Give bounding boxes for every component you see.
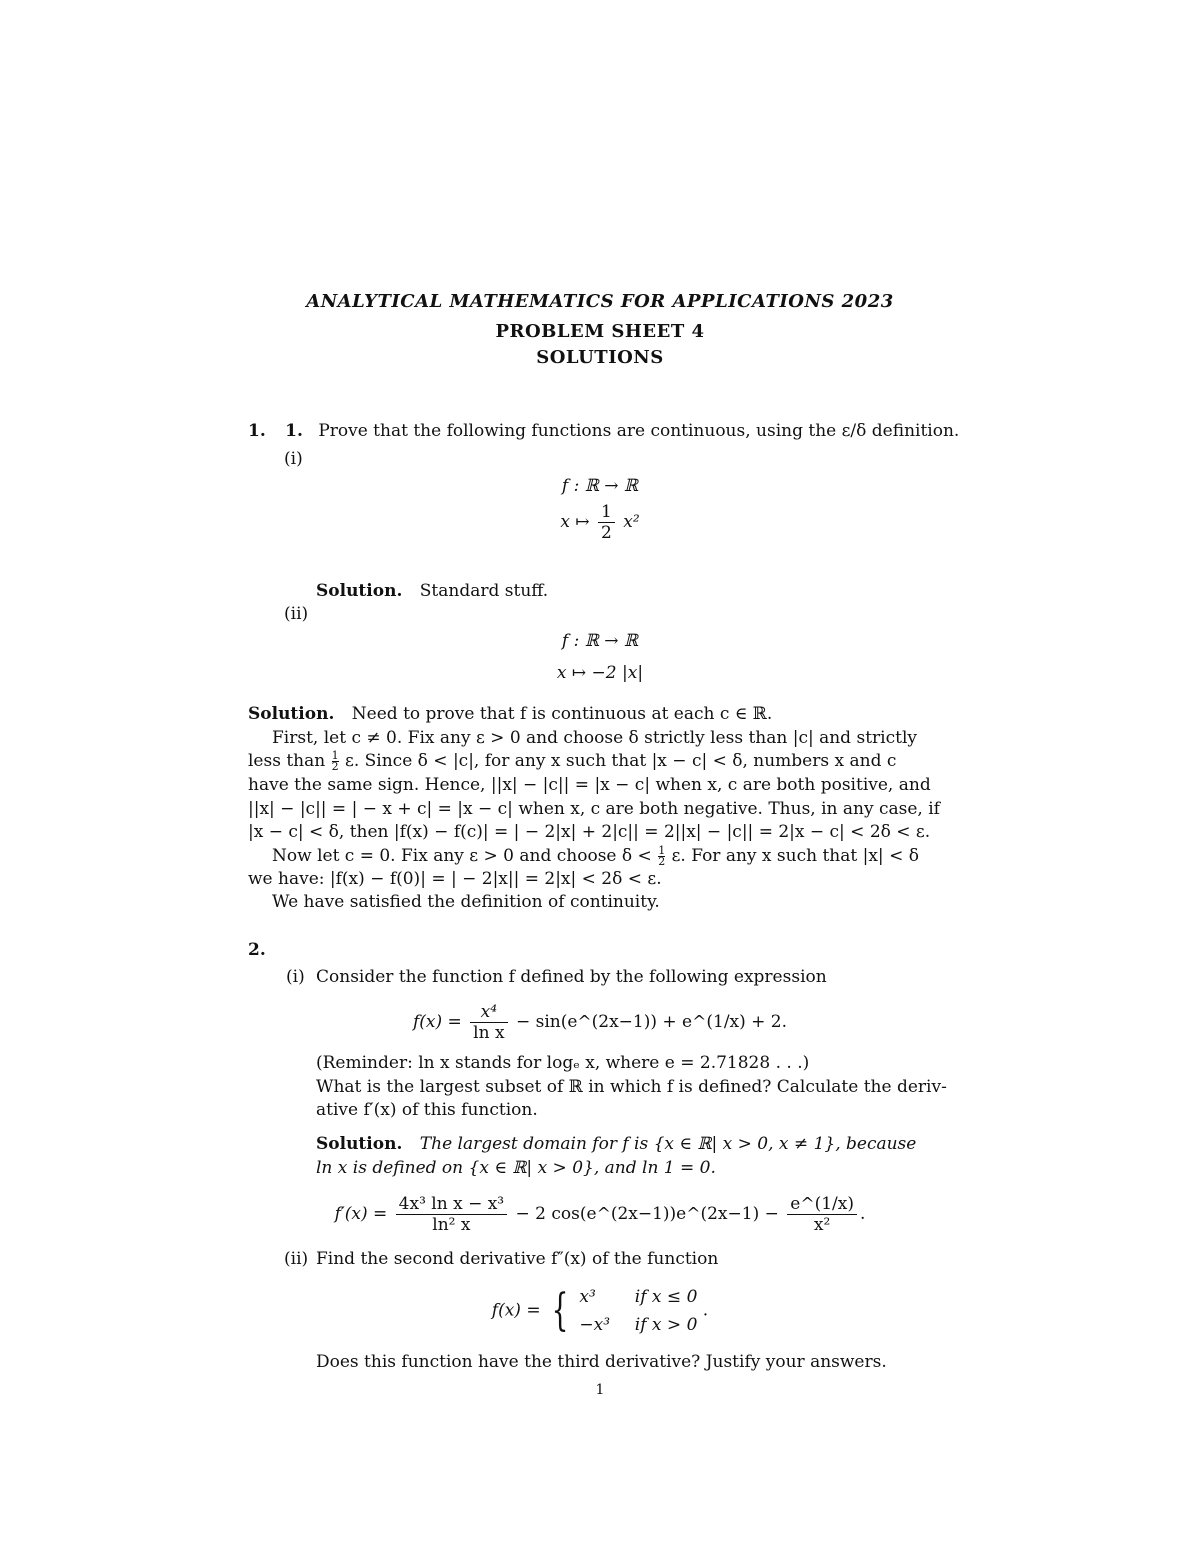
piecewise-cases	[579, 1283, 697, 1339]
formula-denominator: ln x	[473, 1023, 505, 1043]
solution-ii-intro	[248, 703, 772, 725]
solution-ii-line-6b: ε. For any x such that |x| < δ	[671, 846, 919, 866]
solution-ii-line-2b: ε. Since δ < |c|, for any x such that |x − c| < δ, numbers x and c	[345, 751, 897, 771]
formula-lhs: f(x) =	[412, 1012, 462, 1032]
q2-part-i-label: (i)	[286, 967, 305, 987]
half-inline-1-den: 2	[331, 760, 339, 773]
piecewise-lhs: f(x) =	[491, 1300, 541, 1321]
piecewise-function: f(x) = { x³ if x ≤ 0 −x³ if x > 0 .	[0, 1280, 1200, 1341]
case-2-cond: if x > 0	[634, 1314, 698, 1335]
half-numerator: 1	[598, 502, 615, 523]
case-1-expr: x³	[579, 1286, 596, 1307]
q2-solution-line-2: ln x is defined on {x ∈ ℝ| x > 0}, and ln 1 = 0.	[316, 1158, 716, 1178]
derivative-fraction-1	[396, 1194, 507, 1235]
sheet-heading: PROBLEM SHEET 4	[495, 321, 705, 342]
q2-part-ii-label: (ii)	[284, 1249, 309, 1269]
page-number: 1	[595, 1382, 605, 1398]
solution-ii-label: Solution.	[248, 704, 335, 724]
question-1	[248, 420, 959, 442]
solution-ii-line-5: |x − c| < δ, then |f(x) − f(c)| = | − 2|x| + 2|c|| = 2||x| − |c|| = 2|x − c| < 2δ < ε.	[248, 822, 931, 842]
function-formula	[0, 1000, 1200, 1044]
derivative-middle: − 2 cos(e^(2x−1))e^(2x−1) −	[515, 1204, 779, 1224]
q2-question-line-2: ative f′(x) of this function.	[316, 1100, 538, 1120]
map-rule-i	[0, 502, 1200, 543]
solution-ii-line-6a: Now let c = 0. Fix any ε > 0 and choose δ <	[272, 846, 652, 866]
formula-fraction	[470, 1002, 507, 1043]
left-brace: {	[551, 1284, 569, 1336]
solution-ii-line-1: First, let c ≠ 0. Fix any ε > 0 and choose δ strictly less than |c| and strictly	[272, 728, 917, 748]
derivative-numerator-2: e^(1/x)	[787, 1194, 857, 1215]
formula-rest: − sin(e^(2x−1)) + e^(1/x) + 2.	[515, 1012, 788, 1032]
case-2-expr: −x³	[579, 1314, 611, 1335]
solution-ii-line-4: ||x| − |c|| = | − x + c| = |x − c| when x, c are both negative. Thus, in any case, if	[248, 799, 940, 819]
solution-ii-line-3: have the same sign. Hence, ||x| − |c|| = |x − c| when x, c are both positive, and	[248, 775, 931, 795]
solution-ii-line-2a: less than	[248, 751, 326, 771]
q2-part-ii-statement: Find the second derivative f″(x) of the function	[316, 1249, 719, 1269]
q2-part-ii-question: Does this function have the third derivative? Justify your answers.	[316, 1352, 887, 1372]
derivative-fraction-2	[787, 1194, 857, 1235]
half-fraction-inline-1	[332, 751, 339, 772]
case-1-cond: if x ≤ 0	[634, 1286, 698, 1307]
document-title: ANALYTICAL MATHEMATICS FOR APPLICATIONS 2023	[306, 291, 894, 312]
solution-ii-line-6	[272, 845, 919, 867]
half-inline-2-num: 1	[658, 844, 666, 857]
solution-ii-line-8: We have satisfied the definition of continuity.	[272, 892, 660, 912]
case-2	[579, 1311, 697, 1339]
map-definition-i: f : ℝ → ℝ	[561, 476, 639, 496]
solution-i-label: Solution.	[316, 581, 403, 601]
derivative-denominator-2: x²	[813, 1215, 831, 1235]
reminder-note: (Reminder: ln x stands for logₑ x, where e = 2.71828 . . .)	[316, 1053, 810, 1073]
part-ii-label: (ii)	[284, 604, 309, 624]
question-1-sub-number: 1.	[285, 421, 303, 441]
solutions-heading: SOLUTIONS	[536, 347, 664, 368]
half-inline-2-den: 2	[658, 855, 666, 868]
solution-ii-intro-text: Need to prove that f is continuous at each c ∈ ℝ.	[351, 704, 773, 724]
question-1-number: 1.	[248, 421, 266, 441]
derivative-numerator-1: 4x³ ln x − x³	[396, 1194, 507, 1215]
map-rule-i-rhs: x²	[623, 512, 640, 532]
part-i-label: (i)	[284, 449, 303, 469]
q2-solution-label: Solution.	[316, 1134, 403, 1154]
solution-i-text: Standard stuff.	[419, 581, 549, 601]
question-1-statement: Prove that the following functions are continuous, using the ε/δ definition.	[318, 421, 960, 441]
half-denominator: 2	[601, 523, 612, 543]
case-1	[579, 1283, 697, 1311]
solution-ii-line-7: we have: |f(x) − f(0)| = | − 2|x|| = 2|x| < 2δ < ε.	[248, 869, 662, 889]
q2-solution-text-1: The largest domain for f is {x ∈ ℝ| x > 0, x ≠ 1}, because	[419, 1134, 917, 1154]
half-inline-1-num: 1	[331, 749, 339, 762]
formula-numerator: x⁴	[470, 1002, 507, 1023]
half-fraction	[598, 502, 615, 543]
q2-solution-line-1	[316, 1133, 916, 1155]
map-rule-i-lhs: x ↦	[560, 512, 590, 532]
map-definition-ii: f : ℝ → ℝ	[561, 631, 639, 651]
q2-part-i-statement: Consider the function f defined by the following expression	[316, 967, 827, 987]
derivative-lhs: f′(x) =	[334, 1204, 388, 1224]
map-rule-ii: x ↦ −2 |x|	[556, 663, 644, 683]
derivative-denominator-1: ln² x	[432, 1215, 471, 1235]
solution-i	[316, 580, 548, 602]
question-2-number: 2.	[248, 940, 266, 960]
q2-question-line-1: What is the largest subset of ℝ in which f is defined? Calculate the deriv-	[316, 1077, 947, 1097]
half-fraction-inline-2	[658, 846, 665, 867]
solution-ii-line-2	[248, 750, 896, 772]
derivative-formula: f′(x) = $\frac{\text{4x³ ln x − x³}}{\text{ln² x}}$ − 2 cos(e^(2x−1))e^(2x−1) − $\frac{e\^{}(1/x)}{\text{x²}}$ .	[334, 1194, 866, 1235]
